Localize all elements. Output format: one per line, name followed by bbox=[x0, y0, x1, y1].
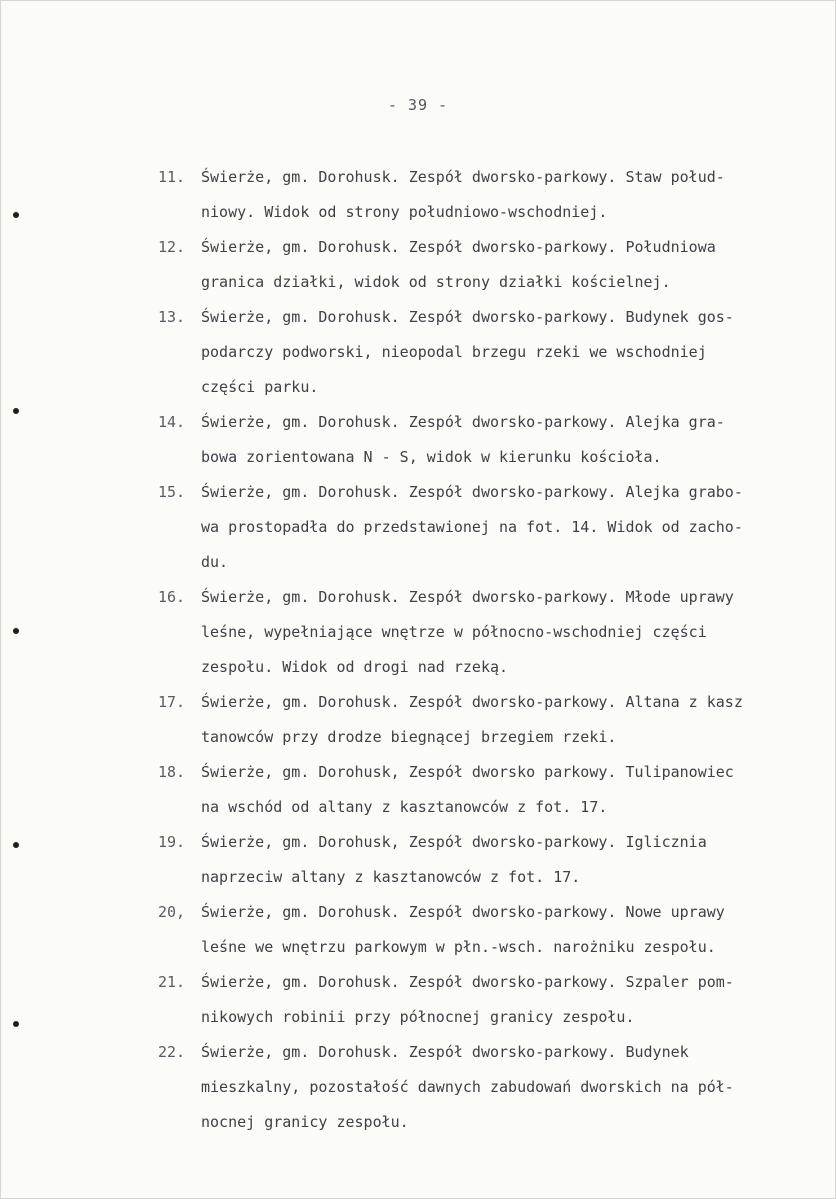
caption-line: leśne we wnętrzu parkowym w płn.-wsch. narożniku zespołu. bbox=[201, 938, 716, 956]
caption-text bbox=[201, 405, 816, 475]
caption-text bbox=[201, 755, 816, 825]
caption-number: 18. bbox=[158, 763, 186, 781]
caption-entry bbox=[0, 580, 836, 685]
caption-line: naprzeciw altany z kasztanowców z fot. 17. bbox=[201, 868, 581, 886]
caption-text bbox=[201, 230, 816, 300]
caption-text bbox=[201, 160, 816, 230]
caption-entry bbox=[0, 405, 836, 475]
caption-line: Świerże, gm. Dorohusk, Zespół dworsko-parkowy. Iglicznia bbox=[201, 833, 707, 851]
caption-entry bbox=[0, 1035, 836, 1140]
caption-number: 17. bbox=[158, 693, 186, 711]
caption-line: części parku. bbox=[201, 378, 319, 396]
caption-entry bbox=[0, 160, 836, 230]
caption-number: 12. bbox=[158, 238, 186, 256]
caption-entry bbox=[0, 230, 836, 300]
caption-line: podarczy podworski, nieopodal brzegu rzeki we wschodniej bbox=[201, 343, 707, 361]
punch-hole-mark bbox=[13, 408, 19, 414]
caption-entry bbox=[0, 895, 836, 965]
caption-number: 15. bbox=[158, 483, 186, 501]
caption-line: granica działki, widok od strony działki kościelnej. bbox=[201, 273, 671, 291]
caption-number: 21. bbox=[158, 973, 186, 991]
caption-line: tanowców przy drodze biegnącej brzegiem rzeki. bbox=[201, 728, 617, 746]
punch-hole-mark bbox=[13, 212, 19, 218]
caption-number: 20, bbox=[158, 903, 186, 921]
caption-line: nocnej granicy zespołu. bbox=[201, 1113, 409, 1131]
caption-text bbox=[201, 475, 816, 580]
caption-text bbox=[201, 825, 816, 895]
caption-entry bbox=[0, 685, 836, 755]
caption-list bbox=[0, 160, 836, 1140]
caption-number: 16. bbox=[158, 588, 186, 606]
caption-line: Świerże, gm. Dorohusk. Zespół dworsko-parkowy. Nowe uprawy bbox=[201, 903, 725, 921]
caption-line: leśne, wypełniające wnętrze w północno-wschodniej części bbox=[201, 623, 707, 641]
caption-text bbox=[201, 965, 816, 1035]
caption-line: nikowych robinii przy północnej granicy zespołu. bbox=[201, 1008, 635, 1026]
caption-line: na wschód od altany z kasztanowców z fot. 17. bbox=[201, 798, 608, 816]
caption-text bbox=[201, 895, 816, 965]
caption-line: Świerże, gm. Dorohusk. Zespół dworsko-parkowy. Młode uprawy bbox=[201, 588, 734, 606]
page-number: - 39 - bbox=[387, 96, 449, 114]
caption-line: bowa zorientowana N - S, widok w kierunku kościoła. bbox=[201, 448, 662, 466]
caption-line: wa prostopadła do przedstawionej na fot. 14. Widok od zacho- bbox=[201, 518, 743, 536]
caption-text bbox=[201, 580, 816, 685]
caption-line: zespołu. Widok od drogi nad rzeką. bbox=[201, 658, 509, 676]
caption-line: Świerże, gm. Dorohusk, Zespół dworsko parkowy. Tulipanowiec bbox=[201, 763, 734, 781]
caption-entry bbox=[0, 755, 836, 825]
punch-hole-mark bbox=[13, 628, 19, 634]
caption-entry bbox=[0, 475, 836, 580]
caption-line: Świerże, gm. Dorohusk. Zespół dworsko-parkowy. Alejka grabo- bbox=[201, 483, 743, 501]
caption-line: niowy. Widok od strony południowo-wschodniej. bbox=[201, 203, 608, 221]
punch-hole-mark bbox=[13, 842, 19, 848]
caption-number: 22. bbox=[158, 1043, 186, 1061]
caption-line: du. bbox=[201, 553, 229, 571]
caption-text bbox=[201, 300, 816, 405]
caption-number: 13. bbox=[158, 308, 186, 326]
caption-text bbox=[201, 685, 816, 755]
caption-number: 19. bbox=[158, 833, 186, 851]
caption-line: Świerże, gm. Dorohusk. Zespół dworsko-parkowy. Budynek bbox=[201, 1043, 689, 1061]
caption-entry bbox=[0, 825, 836, 895]
caption-line: mieszkalny, pozostałość dawnych zabudowań dworskich na pół- bbox=[201, 1078, 734, 1096]
caption-line: Świerże, gm. Dorohusk. Zespół dworsko-parkowy. Południowa bbox=[201, 238, 716, 256]
caption-line: Świerże, gm. Dorohusk. Zespół dworsko-parkowy. Staw połud- bbox=[201, 168, 725, 186]
caption-number: 14. bbox=[158, 413, 186, 431]
caption-entry bbox=[0, 965, 836, 1035]
caption-entry bbox=[0, 300, 836, 405]
caption-number: 11. bbox=[158, 168, 186, 186]
caption-line: Świerże, gm. Dorohusk. Zespół dworsko-parkowy. Altana z kasz bbox=[201, 693, 743, 711]
caption-text bbox=[201, 1035, 816, 1140]
caption-line: Świerże, gm. Dorohusk. Zespół dworsko-parkowy. Szpaler pom- bbox=[201, 973, 734, 991]
caption-line: Świerże, gm. Dorohusk. Zespół dworsko-parkowy. Alejka gra- bbox=[201, 413, 725, 431]
punch-hole-mark bbox=[13, 1021, 19, 1027]
caption-line: Świerże, gm. Dorohusk. Zespół dworsko-parkowy. Budynek gos- bbox=[201, 308, 734, 326]
